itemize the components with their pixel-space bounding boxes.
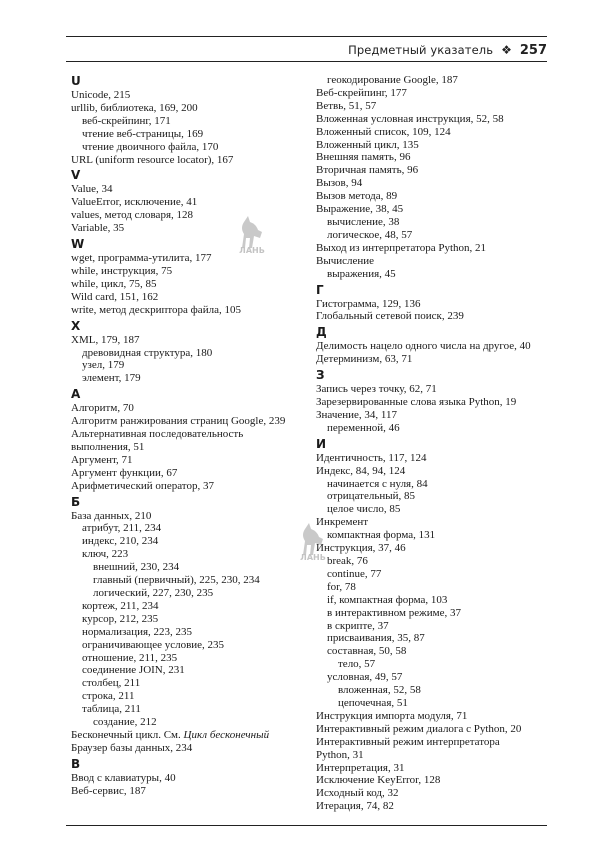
entry-text: ключ, 223 [82, 548, 129, 561]
entry-text: Идентичность, 117, 124 [316, 451, 427, 464]
index-subentry [316, 503, 556, 516]
entry-text: выполнения, 51 [71, 440, 145, 453]
index-entry [316, 800, 556, 813]
entry-text: urllib, библиотека, 169, 200 [71, 101, 198, 114]
entry-text: условная, 49, 57 [327, 671, 403, 684]
entry-text: Аргумент функции, 67 [71, 466, 178, 479]
index-entry [316, 710, 556, 723]
entry-text: if, компактная форма, 103 [327, 593, 448, 606]
entry-text: древовидная структура, 180 [82, 346, 213, 359]
index-entry [71, 183, 311, 196]
index-entry [71, 441, 311, 454]
entry-text: Детерминизм, 63, 71 [316, 353, 413, 366]
entry-text: индекс, 210, 234 [82, 535, 159, 548]
entry-text: Wild card, 151, 162 [71, 290, 159, 303]
index-entry [71, 742, 311, 755]
index-entry [316, 340, 556, 353]
entry-text: создание, 212 [93, 716, 157, 729]
watermark-text: ЛАНЬ [239, 246, 265, 255]
entry-text: continue, 77 [327, 567, 382, 580]
index-entry [316, 723, 556, 736]
index-subentry [316, 422, 556, 435]
index-subentry [71, 664, 311, 677]
index-subentry [316, 568, 556, 581]
entry-text: Зарезервированные слова языка Python, 19 [316, 396, 517, 409]
entry-text: начинается с нуля, 84 [327, 477, 428, 490]
cross-reference: Цикл бесконечный [183, 728, 270, 741]
section-letter: V [71, 168, 81, 183]
entry-text: столбец, 211 [82, 677, 141, 690]
entry-text: Делимость нацело одного числа на другое, 40 [316, 340, 531, 353]
index-entry [316, 100, 556, 113]
index-entry [71, 785, 311, 798]
index-entry [316, 177, 556, 190]
entry-text: Unicode, 215 [71, 89, 131, 101]
entry-text: Инструкция импорта модуля, 71 [316, 709, 468, 722]
index-subentry [71, 347, 311, 360]
index-subentry [316, 74, 556, 87]
entry-text: Инкремент [316, 516, 369, 529]
index-entry [316, 151, 556, 164]
entry-text: Гистограмма, 129, 136 [316, 297, 421, 310]
index-subentry [71, 141, 311, 154]
index-subentry [316, 490, 556, 503]
entry-text: соединение JOIN, 231 [82, 664, 185, 677]
index-entry [316, 452, 556, 465]
entry-text: геокодирование Google, 187 [327, 74, 458, 86]
index-subentry [71, 626, 311, 639]
entry-text: Исходный код, 32 [316, 787, 399, 800]
index-entry [71, 510, 311, 523]
index-subentry [71, 359, 311, 372]
entry-text: атрибут, 211, 234 [82, 522, 162, 535]
entry-text: Итерация, 74, 82 [316, 800, 394, 813]
index-entry [316, 542, 556, 555]
section-letter: В [71, 756, 81, 771]
index-entry [316, 736, 556, 749]
entry-text: База данных, 210 [71, 509, 152, 522]
index-subentry [71, 690, 311, 703]
index-entry [316, 255, 556, 268]
entry-text: составная, 50, 58 [327, 645, 407, 658]
index-entry [316, 164, 556, 177]
entry-text: Вложенный список, 109, 124 [316, 125, 451, 138]
index-entry [71, 454, 311, 467]
index-subentry [316, 594, 556, 607]
entry-text: логическое, 48, 57 [327, 228, 413, 241]
index-entry [71, 729, 311, 742]
entry-text: while, цикл, 75, 85 [71, 277, 157, 290]
entry-text: Арифметический оператор, 37 [71, 479, 214, 492]
index-entry [316, 749, 556, 762]
entry-text: курсор, 212, 235 [82, 612, 159, 625]
index-subentry [316, 632, 556, 645]
index-entry [316, 242, 556, 255]
entry-text: кортеж, 211, 234 [82, 599, 159, 612]
entry-text: Бесконечный цикл. См. [71, 728, 181, 741]
doe-logo-icon [232, 214, 272, 250]
entry-text: Алгоритм, 70 [71, 402, 134, 415]
index-subentry [71, 716, 311, 729]
index-entry [316, 774, 556, 787]
running-header [348, 41, 547, 59]
index-subentry [316, 620, 556, 633]
header-separator-icon: ❖ [501, 43, 512, 57]
entry-text: while, инструкция, 75 [71, 264, 173, 277]
entry-text: вложенная, 52, 58 [338, 684, 421, 697]
header-rule [66, 61, 547, 62]
entry-text: веб-скрейпинг, 171 [82, 114, 171, 127]
index-subentry [71, 128, 311, 141]
entry-text: компактная форма, 131 [327, 529, 436, 542]
entry-text: строка, 211 [82, 690, 135, 703]
index-subentry [316, 684, 556, 697]
header-title: Предметный указатель [348, 43, 494, 57]
index-entry [71, 415, 311, 428]
section-letter: W [71, 237, 85, 252]
entry-text: ограничивающее условие, 235 [82, 638, 225, 651]
index-entry [316, 396, 556, 409]
index-entry [71, 772, 311, 785]
entry-text: тело, 57 [338, 658, 376, 671]
entry-text: Ветвь, 51, 57 [316, 99, 377, 112]
index-entry [316, 787, 556, 800]
section-letter: Г [316, 282, 324, 297]
entry-text: write, метод дескриптора файла, 105 [71, 303, 241, 316]
index-entry [71, 428, 311, 441]
index-entry [71, 402, 311, 415]
entry-text: Альтернативная последовательность [71, 428, 244, 441]
index-entry [71, 304, 311, 317]
entry-text: Веб-скрейпинг, 177 [316, 86, 407, 99]
index-subentry [316, 581, 556, 594]
entry-text: чтение веб-страницы, 169 [82, 127, 204, 140]
index-subentry [316, 529, 556, 542]
index-entry [71, 209, 311, 222]
index-subentry [71, 652, 311, 665]
entry-text: Глобальный сетевой поиск, 239 [316, 310, 464, 323]
entry-text: for, 78 [327, 580, 356, 593]
entry-text: переменной, 46 [327, 421, 400, 434]
entry-text: Вычисление [316, 254, 375, 267]
section-letter: Д [316, 325, 327, 340]
entry-text: XML, 179, 187 [71, 333, 140, 346]
entry-text: Value, 34 [71, 183, 113, 196]
entry-text: Браузер базы данных, 234 [71, 741, 193, 754]
index-subentry [71, 372, 311, 385]
index-subentry [71, 535, 311, 548]
index-entry [71, 480, 311, 493]
entry-text: Веб-сервис, 187 [71, 784, 146, 797]
entry-text: Интерактивный режим интерпретатора [316, 735, 500, 748]
index-subentry [316, 478, 556, 491]
entry-text: таблица, 211 [82, 703, 141, 716]
doe-logo-icon [293, 521, 333, 557]
section-letter: З [316, 368, 325, 383]
section-letter: U [71, 74, 81, 88]
entry-text: Вторичная память, 96 [316, 164, 419, 177]
entry-text: Вложенная условная инструкция, 52, 58 [316, 112, 504, 125]
entry-text: Запись через точку, 62, 71 [316, 383, 437, 396]
entry-text: в интерактивном режиме, 37 [327, 606, 461, 619]
index-subentry [71, 561, 311, 574]
index-entry [71, 291, 311, 304]
index-subentry [71, 677, 311, 690]
index-subentry [71, 613, 311, 626]
entry-text: главный (первичный), 225, 230, 234 [93, 574, 260, 587]
entry-text: отрицательный, 85 [327, 490, 416, 503]
index-subentry [316, 268, 556, 281]
entry-text: Вложенный цикл, 135 [316, 138, 419, 151]
index-subentry [316, 607, 556, 620]
index-entry [316, 383, 556, 396]
entry-text: values, метод словаря, 128 [71, 209, 193, 222]
entry-text: Вызов, 94 [316, 177, 363, 190]
entry-text: отношение, 211, 235 [82, 651, 178, 664]
top-rule [66, 36, 547, 37]
index-subentry [316, 645, 556, 658]
section-letter: X [71, 318, 81, 333]
publisher-watermark [293, 521, 333, 565]
index-entry [316, 310, 556, 323]
entry-text: Индекс, 84, 94, 124 [316, 464, 406, 477]
index-entry [316, 516, 556, 529]
index-entry [316, 126, 556, 139]
index-subentry [71, 587, 311, 600]
entry-text: Выражение, 38, 45 [316, 203, 404, 216]
index-entry [71, 334, 311, 347]
index-subentry [71, 600, 311, 613]
index-entry [71, 252, 311, 265]
entry-text: выражения, 45 [327, 267, 396, 280]
watermark-text: ЛАНЬ [300, 553, 326, 562]
index-entry [316, 298, 556, 311]
entry-text: цепочечная, 51 [338, 696, 408, 709]
index-entry [71, 278, 311, 291]
entry-text: Внешняя память, 96 [316, 151, 411, 164]
index-subentry [316, 671, 556, 684]
index-entry [316, 113, 556, 126]
entry-text: Выход из интерпретатора Python, 21 [316, 241, 487, 254]
index-entry [316, 409, 556, 422]
entry-text: элемент, 179 [82, 372, 141, 385]
page-number: 257 [519, 42, 547, 58]
index-subentry [71, 522, 311, 535]
entry-text: Python, 31 [316, 748, 364, 761]
bottom-rule [66, 825, 547, 826]
entry-text: внешний, 230, 234 [93, 561, 180, 574]
entry-text: узел, 179 [82, 359, 125, 372]
index-entry [316, 762, 556, 775]
entry-text: логический, 227, 230, 235 [93, 587, 214, 599]
index-entry [316, 203, 556, 216]
index-subentry [71, 574, 311, 587]
index-subentry [316, 697, 556, 710]
entry-text: Аргумент, 71 [71, 453, 133, 466]
entry-text: чтение двоичного файла, 170 [82, 140, 219, 153]
entry-text: Интерактивный режим диалога с Python, 20 [316, 722, 522, 735]
entry-text: целое число, 85 [327, 503, 401, 516]
index-entry [71, 154, 311, 167]
entry-text: break, 76 [327, 555, 368, 567]
index-entry [316, 139, 556, 152]
entry-text: Вызов метода, 89 [316, 190, 398, 203]
index-subentry [316, 229, 556, 242]
entry-text: Интерпретация, 31 [316, 761, 405, 774]
index-entry [71, 222, 311, 235]
index-entry [71, 89, 311, 102]
index-entry [71, 102, 311, 115]
entry-text: вычисление, 38 [327, 215, 400, 228]
index-entry [316, 87, 556, 100]
index-entry [71, 196, 311, 209]
entry-text: Значение, 34, 117 [316, 408, 398, 421]
section-letter: А [71, 387, 81, 402]
entry-text: wget, программа-утилита, 177 [71, 252, 212, 265]
index-subentry [71, 548, 311, 561]
entry-text: Ввод с клавиатуры, 40 [71, 771, 176, 784]
index-column-right [316, 74, 556, 813]
index-subentry [71, 703, 311, 716]
entry-text: Исключение KeyError, 128 [316, 774, 441, 787]
index-entry [316, 353, 556, 366]
index-subentry [316, 216, 556, 229]
publisher-watermark [232, 214, 272, 258]
index-entry [71, 467, 311, 480]
index-entry [316, 465, 556, 478]
entry-text: Алгоритм ранжирования страниц Google, 239 [71, 415, 286, 428]
entry-text: нормализация, 223, 235 [82, 625, 193, 638]
entry-text: ValueError, исключение, 41 [71, 196, 198, 209]
index-subentry [71, 115, 311, 128]
index-column-left [71, 74, 311, 798]
index-entry [316, 190, 556, 203]
entry-text: в скрипте, 37 [327, 619, 389, 632]
index-subentry [316, 658, 556, 671]
entry-text: Variable, 35 [71, 222, 125, 235]
index-subentry [316, 555, 556, 568]
entry-text: URL (uniform resource locator), 167 [71, 153, 234, 166]
section-letter: И [316, 436, 327, 451]
section-letter: Б [71, 494, 81, 509]
index-subentry [71, 639, 311, 652]
index-entry [71, 265, 311, 278]
entry-text: присваивания, 35, 87 [327, 632, 425, 645]
entry-text: Инструкция, 37, 46 [316, 542, 406, 555]
